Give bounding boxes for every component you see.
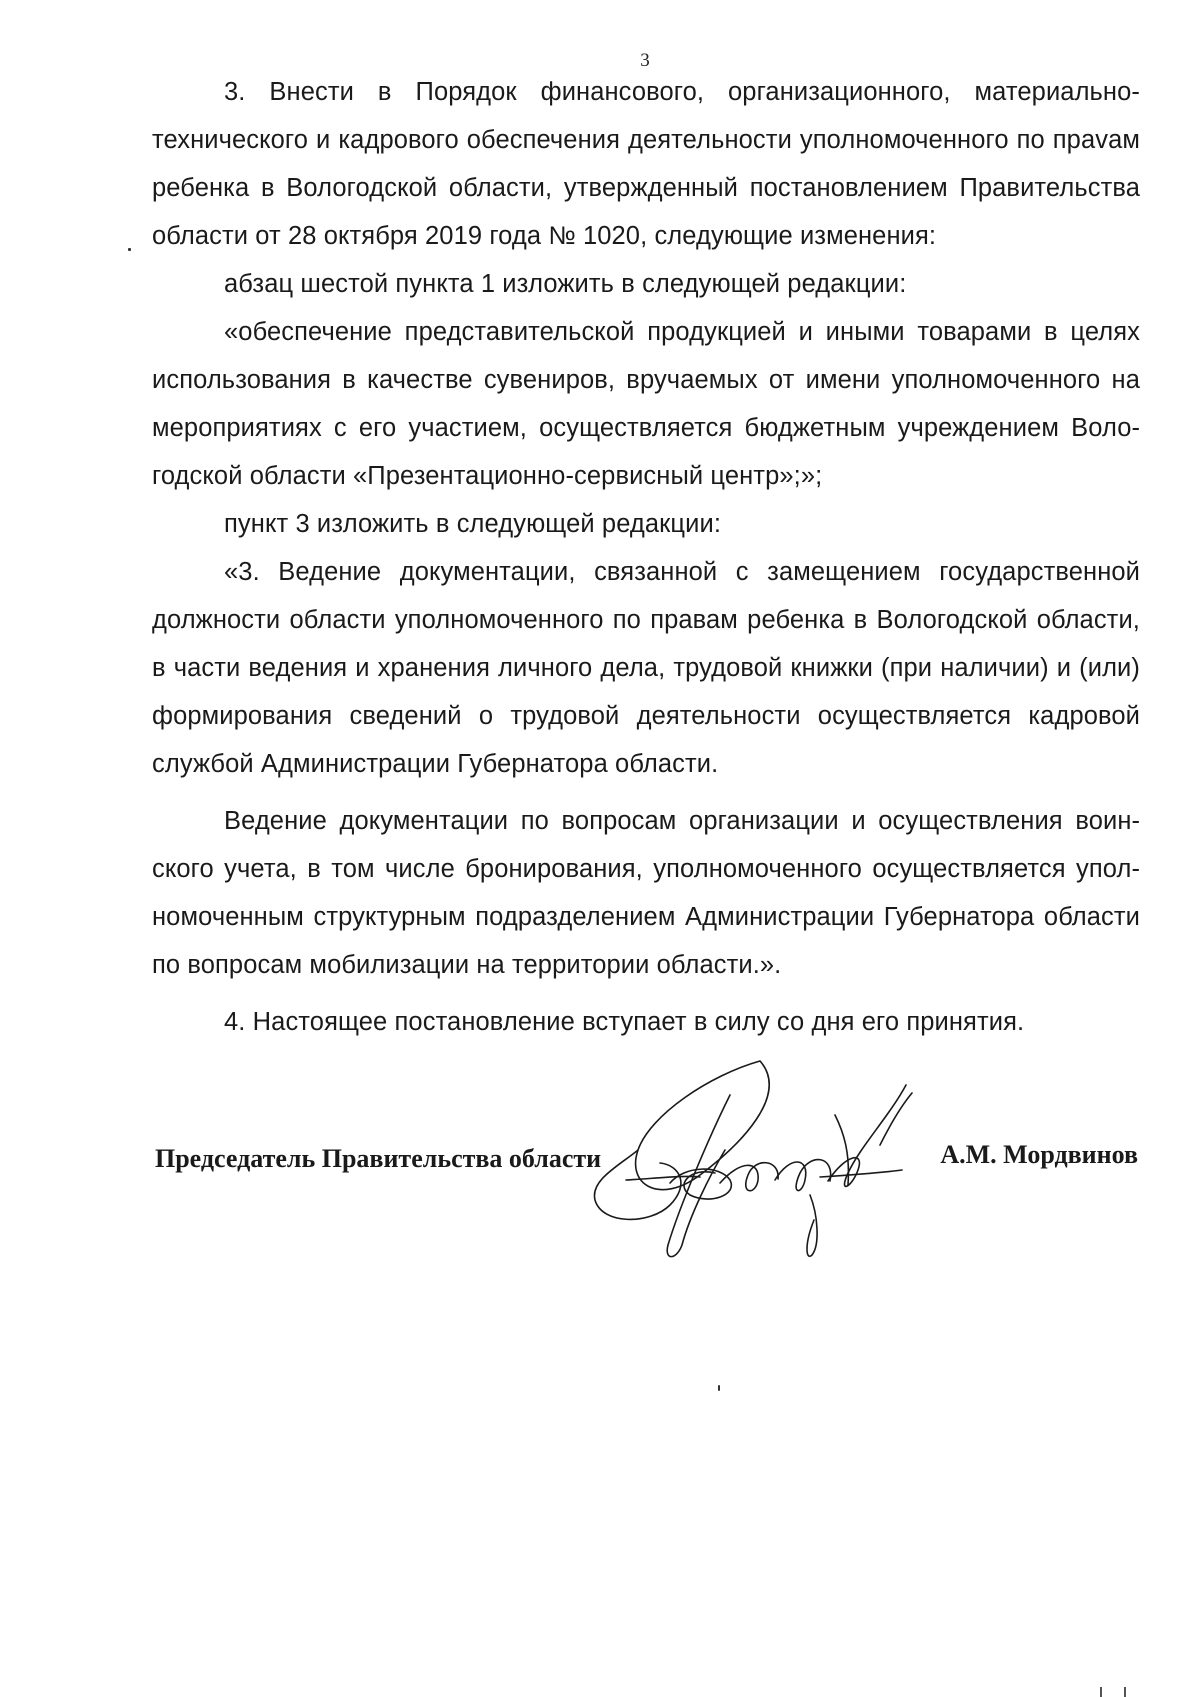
paragraph-punkt-three: пункт 3 изложить в следующей редакции:	[224, 510, 722, 538]
scan-edge-mark	[1100, 1687, 1102, 1697]
paragraph-quote-souvenirs: «обеспечение представительской продукцией и иными товарами в целях использования в качестве сувениров, вручаемых от имени уполномоченного на мероприятиях с его участием, осуществляется бюджетным учреждением Вологодской области «Презентационно-сервисный центр»;»;	[152, 318, 1140, 490]
page-number: 3	[640, 50, 650, 71]
paragraph-effective-date: 4. Настоящее постановление вступает в силу со дня его принятия.	[224, 1008, 1025, 1036]
scan-speck	[128, 248, 131, 251]
handwritten-signature	[590, 1055, 950, 1265]
document-body	[152, 68, 1140, 1046]
paragraph-military-records: Ведение документации по вопросам организации и осуществления воинского учета, в том числе бронирования, уполномоченного осуществляется уполномоченным структурным подразделением Администрации Губернатора области по вопросам мобилизации на территории области.».	[152, 807, 1140, 979]
paragraph-amendment-intro: 3. Внести в Порядок финансового, организационного, материально-технического и кадрового обеспечения деятельности уполномоченного по праvам ребенка в Вологодской области, утвержденный постановлением Правительства области от 28 октября 2019 года № 1020, следующие изменения:	[152, 78, 1140, 250]
paragraph-quote-documentation: «3. Ведение документации, связанной с замещением государственной должности области уполномоченного по правам ребенка в Вологодской области, в части ведения и хранения личного дела, трудовой книжки (при наличии) и (или) формирования сведений о трудовой деятельности осуществляется кадровой службой Администрации Губернатора области.	[152, 558, 1140, 778]
scan-edge-mark	[1124, 1687, 1126, 1697]
paragraph-abzac-six: абзац шестой пункта 1 изложить в следующей редакции:	[224, 270, 907, 298]
signer-name: А.М. Мордвинов	[940, 1140, 1138, 1169]
scan-speck	[718, 1385, 720, 1391]
signer-position: Председатель Правительства области	[155, 1144, 602, 1173]
